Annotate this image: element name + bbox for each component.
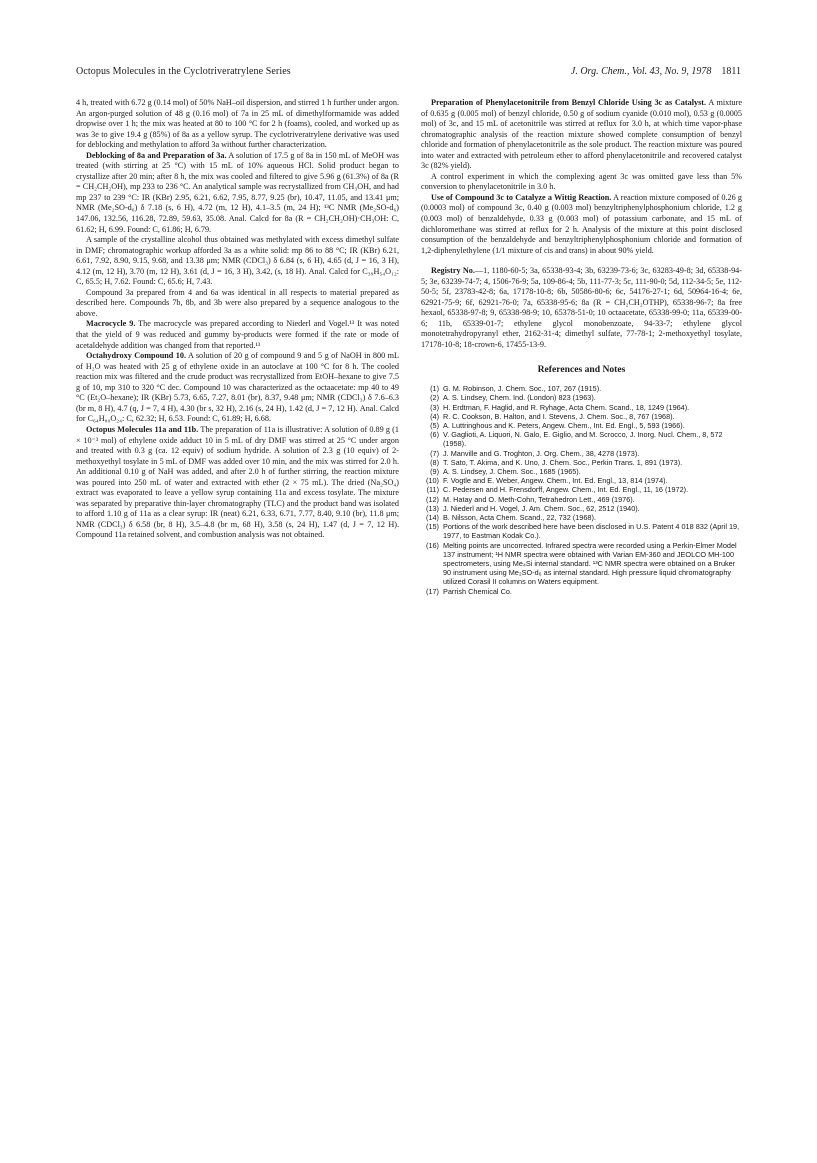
reference-number: (11) bbox=[426, 485, 439, 495]
reference-text: Melting points are uncorrected. Infrared spectra were recorded using a Perkin-Elmer Model 137 instrument; ¹H NMR spectra were obtained with Varian EM-360 and JEOLCO MH-100 spectrometers, using Me₄Si internal standard. ¹³C NMR spectra were obtained on a Bruker 90 instrument using Me₂SO-d₆ as internal standard. High pressure liquid chromatography utilized Corasil II columns on Waters equipment. bbox=[443, 540, 737, 587]
reference-number: (8) bbox=[430, 457, 439, 467]
paragraph-text: The preparation of 11a is illustrative: A solution of 0.89 g (1 × 10⁻³ mol) of ethylene oxide adduct 10 in 5 mL of dry DMF was stirred at 25 °C under argon and treated with 0.3 g (ca. 12 equiv) of sodium hydride. A solution of 2.3 g (10 equiv) of 2-methoxyethyl tosylate in 5 mL of DMF was added over 10 min, and the mix was stirred for 2.0 h. An additional 0.10 g of NaH was added, and after 2.0 h of further stirring, the reaction mixture was poured into 250 mL of water and extracted with ether (2 × 75 mL). The dried (Na₂SO₄) extract was evaporated to leave a yellow syrup containing 11a and excess tosylate. The mixture was separated by preparative thin-layer chromatography (TLC) and the product band was isolated to afford 1.10 g of 11a as a clear syrup: IR (neat) 6.21, 6.33, 6.71, 7.77, 8.40, 9.10 (br), 11.8 μm; NMR (CDCl₃) δ 6.58 (br, 8 H), 3.5–4.8 (br m, 68 H), 3.58 (s, 24 H), 1.47 (d, J = 7, 12 H). Compound 11a retained solvent, and combustion analysis was not obtained. bbox=[76, 424, 400, 540]
reference-number: (10) bbox=[426, 476, 439, 486]
reference-item bbox=[421, 458, 742, 467]
reference-number: (7) bbox=[430, 448, 439, 458]
reference-item bbox=[421, 504, 742, 513]
paragraph-text: A solution of 20 g of compound 9 and 5 g of NaOH in 800 mL of H₂O was heated with 25 g of ethylene oxide in an autoclave at 100 °C for 8 h. The cooled reaction mix was filtered and the crude product was recrystallized from EtOH–hexane to give 7.5 g of 10, mp 310 to 320 °C dec. Compound 10 was characterized as the octaacetate: mp 40 to 49 °C (Et₂O–hexane); IR (KBr) 5.73, 6.65, 7.27, 8.01 (br), 8.37, 9.48 μm; NMR (CDCl₃) δ 7.6–6.3 (br m, 8 H), 4.7 (q, J = 7, 4 H), 4.30 (br s, 32 H), 2.16 (s, 24 H), 1.42 (d, J = 7, 12 H). Anal. Calcd for C₆₄H₈₀O₂₄: C, 62.32; H, 6.53. Found: C, 61.89; H, 6.68. bbox=[76, 351, 399, 424]
reference-item bbox=[421, 403, 742, 412]
reference-text: G. M. Robinson, J. Chem. Soc., 107, 267 (1915). bbox=[443, 384, 602, 394]
reference-number: (12) bbox=[426, 494, 439, 504]
paragraph-text: A solution of 17.5 g of 8a in 150 mL of MeOH was treated (with stirring at 25 °C) with 15 mL of 10% aqueous HCl. Solid product began to crystallize after 20 min; after 8 h, the mix was cooled and filtered to give 5.96 g (61.3%) of 8a (R = CH₂CH₂OH), mp 233 to 236 °C. An analytical sample was recrystallized from CH₃OH, and had mp 237 to 239 °C: IR (KBr) 2.95, 6.21, 6.62, 7.95, 8.77, 9.25 (br), 10.47, 11.05, and 13.41 μm; NMR (Me₂SO-d₆) δ 7.18 (s, 6 H), 4.72 (m, 12 H), 4.1–3.5 (m, 24 H); ¹³C NMR (Me₂SO-d₆) 147.06, 132.56, 116.28, 72.89, 59.63, 35.08. Anal. Calcd for 8a (R = CH₂CH₂OH)·CH₃OH: C, 61.62; H, 6.99. Found: C, 61.86; H, 6.79. bbox=[76, 150, 399, 234]
reference-number: (16) bbox=[426, 540, 439, 550]
journal-citation-block bbox=[571, 66, 741, 77]
reference-item bbox=[421, 485, 742, 494]
reference-number: (9) bbox=[430, 466, 439, 476]
paragraph-text: The macrocycle was prepared according to Niederl and Vogel.¹³ It was noted that the yield of 9 was reduced and gummy by-products were formed if the rate or mode of acetaldehyde addition was changed from that reported.¹³ bbox=[76, 319, 399, 350]
reference-number: (13) bbox=[426, 503, 439, 513]
section-heading: Deblocking of 8a and Preparation of 3a. bbox=[86, 150, 227, 160]
reference-text: C. Pedersen and H. Frensdorff, Angew. Chem., Int. Ed. Engl., 11, 16 (1972). bbox=[443, 485, 689, 495]
reference-number: (6) bbox=[430, 430, 439, 440]
section-wittig-reaction bbox=[421, 193, 742, 256]
reference-text: M. Hatay and O. Meth-Cohn, Tetrahedron Lett., 469 (1976). bbox=[443, 494, 635, 504]
reference-number: (2) bbox=[430, 393, 439, 403]
paragraph-text: A mixture of 0.635 g (0.005 mol) of benzyl chloride, 0.50 g of sodium cyanide (0.010 mol), 0.53 g (0.0005 mol) of 3c, and 15 mL of acetonitrile was stirred at reflux for 3.0 h, at which time vapor-phase chromatographic analysis of the reaction mixture showed complete consumption of benzyl chloride and formation of phenylacetonitrile as the sole product. The reaction mixture was poured into water and extracted with petroleum ether to afford phenylacetonitrile and recovered catalyst 3c (82% yield). bbox=[421, 98, 742, 171]
registry-heading: Registry No. bbox=[431, 266, 475, 276]
reference-item bbox=[421, 412, 742, 421]
paragraph-text: A reaction mixture composed of 0.26 g (0.0003 mol) of compound 3c, 0.40 g (0.003 mol) benzyltriphenylphosphonium chloride, 1.2 g (0.003 mol) of benzaldehyde, 0.33 g (0.003 mol) of potassium carbonate, and 15 mL of dichloromethane was stirred at reflux for 2 h. Analysis of the mixture at this point disclosed consumption of the benzaldehyde and benzyltriphenylphosphonium chloride and formation of 1,2-diphenylethylene (1/1 mixture of cis and trans) in about 90% yield. bbox=[421, 192, 742, 255]
section-phenylacetonitrile bbox=[421, 98, 742, 172]
reference-text: A. S. Lindsey, J. Chem. Soc., 1685 (1965). bbox=[443, 466, 581, 476]
section-heading: Macrocycle 9. bbox=[86, 319, 136, 329]
section-octopus-11 bbox=[76, 425, 399, 541]
spacer bbox=[421, 256, 742, 266]
reference-number: (5) bbox=[430, 420, 439, 430]
reference-item bbox=[421, 513, 742, 522]
reference-text: J. Manville and G. Troghton, J. Org. Chem., 38, 4278 (1973). bbox=[443, 448, 640, 458]
reference-text: F. Vogtle and E. Weber, Angew. Chem., Int. Ed. Engl., 13, 814 (1974). bbox=[443, 476, 668, 486]
reference-number: (15) bbox=[426, 522, 439, 532]
reference-number: (14) bbox=[426, 512, 439, 522]
registry-numbers bbox=[421, 266, 742, 350]
section-heading: Octahydroxy Compound 10. bbox=[86, 351, 187, 361]
reference-item bbox=[421, 495, 742, 504]
reference-number: (17) bbox=[426, 586, 439, 596]
left-column bbox=[76, 98, 399, 541]
reference-item bbox=[421, 541, 742, 587]
section-heading: Octopus Molecules 11a and 11b. bbox=[86, 424, 199, 434]
section-heading: Use of Compound 3c to Catalyze a Wittig Reaction. bbox=[431, 192, 612, 202]
reference-text: Parrish Chemical Co. bbox=[443, 586, 512, 596]
reference-item bbox=[421, 522, 742, 540]
reference-text: H. Erdtman, F. Haglid, and R. Ryhage, Acta Chem. Scand., 18, 1249 (1964). bbox=[443, 402, 690, 412]
reference-text: T. Sato, T. Akima, and K. Uno, J. Chem. Soc., Perkin Trans. 1, 891 (1973). bbox=[443, 457, 683, 467]
running-title: Octopus Molecules in the Cyclotriveratrylene Series bbox=[76, 66, 291, 77]
reference-item bbox=[421, 476, 742, 485]
reference-item bbox=[421, 430, 742, 448]
section-deblocking bbox=[76, 151, 399, 235]
reference-item bbox=[421, 393, 742, 402]
references-list bbox=[421, 384, 742, 596]
paragraph-methylation bbox=[76, 235, 399, 288]
reference-number: (3) bbox=[430, 402, 439, 412]
paragraph-control-experiment bbox=[421, 172, 742, 193]
registry-text: —1, 1180-60-5; 3a, 65338-93-4; 3b, 63239-73-6; 3c, 63283-49-8; 3d, 65338-94-5; 3e, 63239-74-7; 4, 1506-76-9; 5a, 109-86-4; 5b, 111-77-3; 5c, 111-90-0; 5d, 112-34-5; 5e, 112-50-5; 5f, 23783-42-8; 6a, 17178-10-8; 6b, 50586-80-6; 6c, 54176-27-1; 6d, 50964-16-4; 6e, 62921-75-9; 6f, 62921-76-0; 7a, 65338-95-6; 8a (R = CH₂CH₂OTHP), 65338-96-7; 8a free hexaol, 65338-97-8; 9, 65338-98-9; 10, 65378-51-0; 10 octaacetate, 65338-99-0; 11a, 65339-00-6; 11b, 65339-01-7; ethylene glycol monobenzoate, 94-33-7; ethylene glycol monotetrahydropyranyl ether, 2162-31-4; dimethyl sulfate, 77-78-1; 2-methoxyethyl tosylate, 17178-10-8; 18-crown-6, 17455-13-9. bbox=[421, 266, 743, 350]
paragraph-text: 4 h, treated with 6.72 g (0.14 mol) of 50% NaH–oil dispersion, and stirred 1 h further under argon. An argon-purged solution of 48 g (0.16 mol) of 7a in 25 mL of dimethylformamide was added dropwise over 1 h; the mix was heated at 80 to 100 °C for 2 h (foams), cooled, and worked up as was 3e to give 19.4 g (85%) of 8a as a yellow syrup. The cyclotriveratrylene derivative was used for deblocking and methylation to afford 3a without further characterization. bbox=[76, 98, 399, 150]
reference-item bbox=[421, 587, 742, 596]
reference-item bbox=[421, 421, 742, 430]
paragraph-text: A control experiment in which the complexing agent 3c was omitted gave less than 5% conversion to phenylacetonitrile in 3.0 h. bbox=[421, 171, 742, 192]
references-title: References and Notes bbox=[537, 363, 626, 375]
reference-number: (4) bbox=[430, 411, 439, 421]
reference-text: A. Luttringhous and K. Peters, Angew. Chem., Int. Ed. Engl., 5, 593 (1966). bbox=[443, 420, 685, 430]
page-number: 1811 bbox=[721, 66, 741, 77]
paragraph-compound-3a bbox=[76, 288, 399, 320]
right-column bbox=[421, 98, 742, 596]
page-header bbox=[76, 66, 741, 80]
reference-text: A. S. Lindsey, Chem. Ind. (London) 823 (1963). bbox=[443, 393, 596, 403]
reference-text: B. Nilsson, Acta Chem. Scand., 22, 732 (1968). bbox=[443, 512, 596, 522]
section-macrocycle-9 bbox=[76, 319, 399, 351]
reference-item bbox=[421, 449, 742, 458]
reference-text: J. Niederl and H. Vogel, J. Am. Chem. Soc., 62, 2512 (1940). bbox=[443, 503, 640, 513]
reference-item bbox=[421, 467, 742, 476]
reference-text: Portions of the work described here have been disclosed in U.S. Patent 4 018 832 (April 19, 1977, to Eastman Kodak Co.). bbox=[443, 522, 740, 541]
reference-text: R. C. Cookson, B. Halton, and I. Stevens, J. Chem. Soc., 8, 767 (1968). bbox=[443, 411, 675, 421]
journal-citation: J. Org. Chem., Vol. 43, No. 9, 1978 bbox=[570, 66, 712, 77]
paragraph-text: Compound 3a prepared from 4 and 6a was identical in all respects to material prepared as described here. Compounds 7b, 8b, and 3b were also prepared by a sequence analogous to the above. bbox=[76, 287, 399, 318]
section-octahydroxy-10 bbox=[76, 351, 399, 425]
reference-item bbox=[421, 384, 742, 393]
section-heading: Preparation of Phenylacetonitrile from Benzyl Chloride Using 3c as Catalyst. bbox=[431, 98, 707, 107]
paragraph-continuation bbox=[76, 98, 399, 151]
reference-text: V. Gaglioti, A. Liquori, N. Galo, E. Giglio, and M. Scrocco, J. Inorg. Nucl. Chem., 8, 572 (1958). bbox=[443, 430, 723, 449]
paragraph-text: A sample of the crystalline alcohol thus obtained was methylated with excess dimethyl sulfate in DMF; chromatographic workup afforded 3a as a white solid: mp 86 to 88 °C; IR (KBr) 6.21, 6.61, 7.92, 8.90, 9.15, 9.68, and 13.38 μm; NMR (CDCl₃) δ 6.84 (s, 6 H), 4.65 (d, J = 16, 3 H), 4.12 (m, 12 H), 3.70 (m, 12 H), 3.61 (d, J = 16, 3 H), 3.42, (s, 18 H). Anal. Calcd for C₃₉H₅₄O₁₂: C, 65.5; H, 7.62. Found: C, 65.6; H, 7.43. bbox=[76, 235, 399, 287]
reference-number: (1) bbox=[430, 384, 439, 394]
